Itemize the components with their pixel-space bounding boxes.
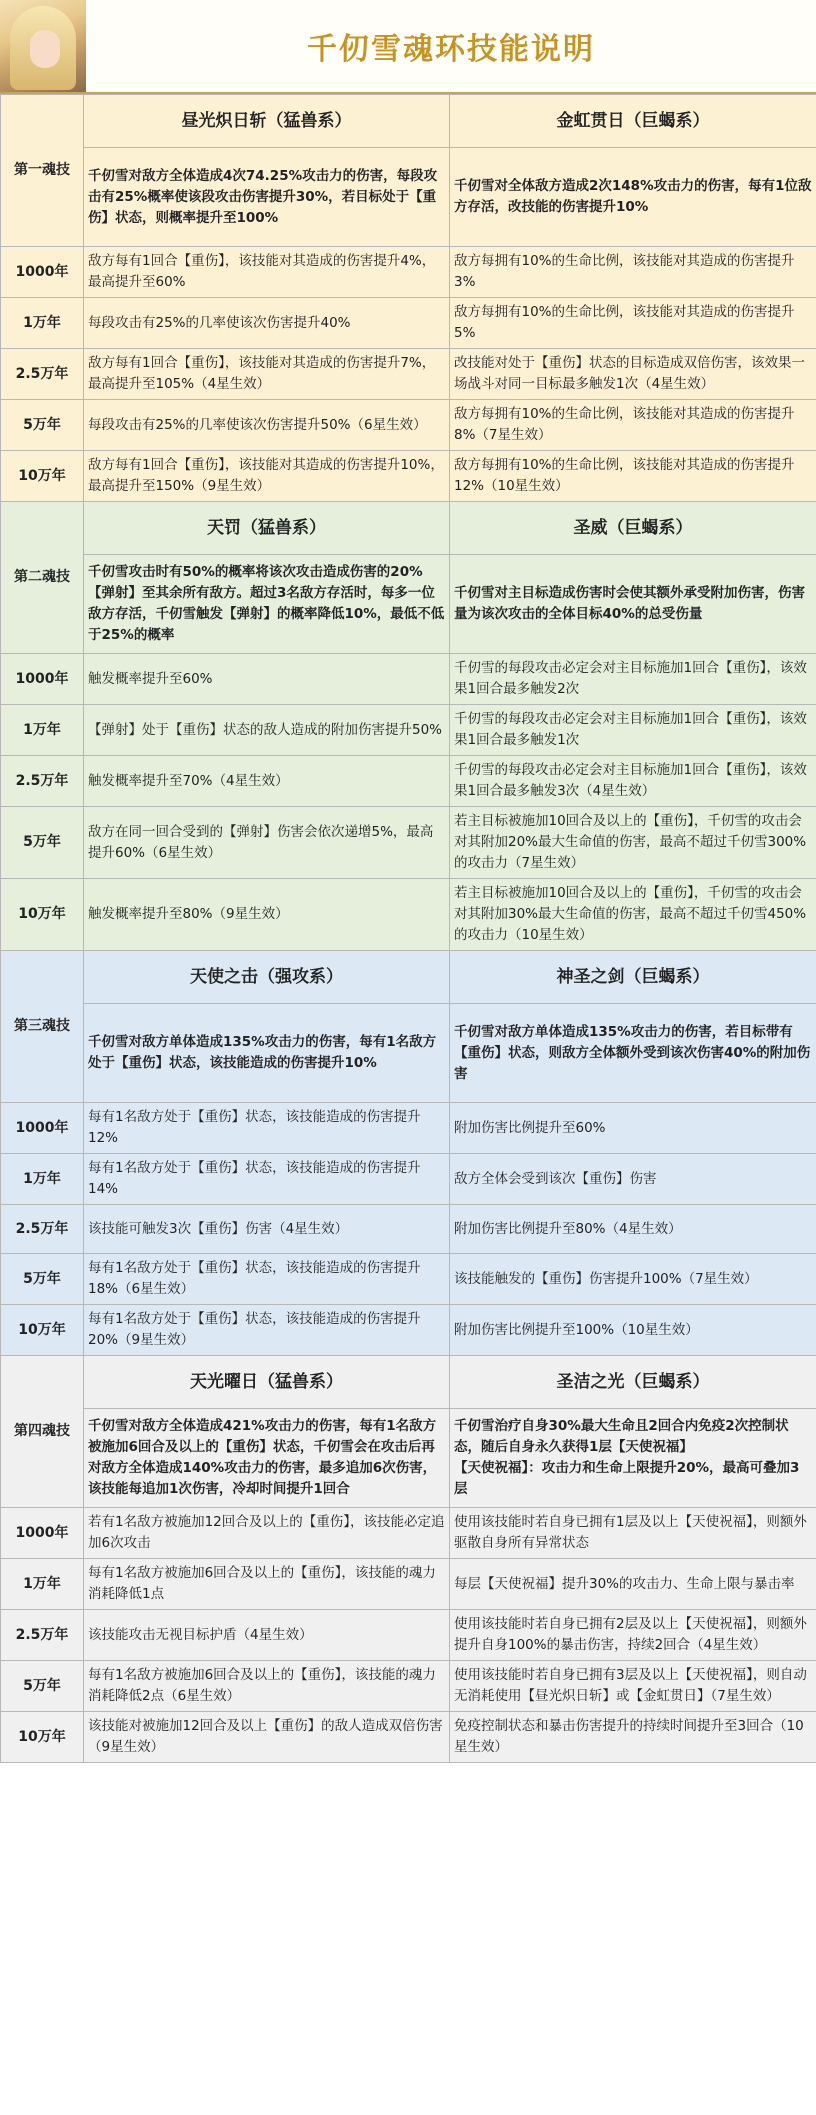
- table-row: [1, 879, 816, 951]
- ring-level: 5万年: [1, 807, 84, 879]
- left-upgrade-text: 敌方每有1回合【重伤】，该技能对其造成的伤害提升7%，最高提升至105%（4星生效）: [84, 349, 450, 400]
- left-upgrade-text: 每有1名敌方处于【重伤】状态，该技能造成的伤害提升20%（9星生效）: [84, 1305, 450, 1356]
- left-upgrade-text: 每有1名敌方被施加6回合及以上的【重伤】，该技能的魂力消耗降低2点（6星生效）: [84, 1661, 450, 1712]
- ring-level: 10万年: [1, 879, 84, 951]
- right-upgrade-text: 使用该技能时若自身已拥有3层及以上【天使祝福】，则自动无消耗使用【昼光炽日斩】或【金虹贯日】（7星生效）: [450, 1661, 816, 1712]
- ring-level: 2.5万年: [1, 1205, 84, 1254]
- left-skill-name: 天使之击（强攻系）: [84, 951, 450, 1004]
- left-upgrade-text: 敌方每有1回合【重伤】，该技能对其造成的伤害提升4%，最高提升至60%: [84, 247, 450, 298]
- ring-level: 10万年: [1, 451, 84, 502]
- left-upgrade-text: 每有1名敌方处于【重伤】状态，该技能造成的伤害提升14%: [84, 1154, 450, 1205]
- table-row: [1, 1305, 816, 1356]
- left-upgrade-text: 敌方每有1回合【重伤】，该技能对其造成的伤害提升10%，最高提升至150%（9星生效）: [84, 451, 450, 502]
- left-upgrade-text: 敌方在同一回合受到的【弹射】伤害会依次递增5%，最高提升60%（6星生效）: [84, 807, 450, 879]
- ring-level: 2.5万年: [1, 756, 84, 807]
- ring-level: 2.5万年: [1, 349, 84, 400]
- ring-level: 5万年: [1, 1661, 84, 1712]
- left-upgrade-text: 【弹射】处于【重伤】状态的敌人造成的附加伤害提升50%: [84, 705, 450, 756]
- right-upgrade-text: 附加伤害比例提升至100%（10星生效）: [450, 1305, 816, 1356]
- ring-level: 1万年: [1, 298, 84, 349]
- skill-description-row: [1, 1004, 816, 1103]
- table-row: [1, 705, 816, 756]
- ring-level: 10万年: [1, 1305, 84, 1356]
- left-skill-name: 天光曜日（猛兽系）: [84, 1356, 450, 1409]
- table-row: [1, 1254, 816, 1305]
- left-upgrade-text: 每有1名敌方被施加6回合及以上的【重伤】，该技能的魂力消耗降低1点: [84, 1559, 450, 1610]
- left-skill-description: 千仞雪攻击时有50%的概率将该次攻击造成伤害的20%【弹射】至其余所有敌方。超过3名敌方存活时，每多一位敌方存活，千仞雪触发【弹射】的概率降低10%，最低不低于25%的概率: [84, 555, 450, 654]
- right-skill-name: 金虹贯日（巨蝎系）: [450, 95, 816, 148]
- table-row: [1, 1559, 816, 1610]
- skill-name-row: [1, 951, 816, 1004]
- character-portrait: [0, 0, 86, 92]
- right-skill-description: 千仞雪对全体敌方造成2次148%攻击力的伤害，每有1位敌方存活，改技能的伤害提升10%: [450, 148, 816, 247]
- header: [0, 0, 816, 94]
- left-skill-name: 天罚（猛兽系）: [84, 502, 450, 555]
- right-skill-description: 千仞雪对敌方单体造成135%攻击力的伤害，若目标带有【重伤】状态，则敌方全体额外受到该次伤害40%的附加伤害: [450, 1004, 816, 1103]
- right-upgrade-text: 敌方全体会受到该次【重伤】伤害: [450, 1154, 816, 1205]
- table-row: [1, 654, 816, 705]
- left-upgrade-text: 每有1名敌方处于【重伤】状态，该技能造成的伤害提升18%（6星生效）: [84, 1254, 450, 1305]
- table-row: [1, 349, 816, 400]
- right-upgrade-text: 改技能对处于【重伤】状态的目标造成双倍伤害，该效果一场战斗对同一目标最多触发1次（4星生效）: [450, 349, 816, 400]
- table-row: [1, 1154, 816, 1205]
- left-upgrade-text: 触发概率提升至60%: [84, 654, 450, 705]
- section-label: 第二魂技: [1, 502, 84, 654]
- left-skill-name: 昼光炽日斩（猛兽系）: [84, 95, 450, 148]
- left-upgrade-text: 若有1名敌方被施加12回合及以上的【重伤】，该技能必定追加6次攻击: [84, 1508, 450, 1559]
- ring-level: 1000年: [1, 247, 84, 298]
- right-skill-name: 圣威（巨蝎系）: [450, 502, 816, 555]
- ring-level: 5万年: [1, 1254, 84, 1305]
- right-upgrade-text: 使用该技能时若自身已拥有2层及以上【天使祝福】，则额外提升自身100%的暴击伤害，持续2回合（4星生效）: [450, 1610, 816, 1661]
- section-label: 第四魂技: [1, 1356, 84, 1508]
- table-row: [1, 451, 816, 502]
- right-upgrade-text: 若主目标被施加10回合及以上的【重伤】，千仞雪的攻击会对其附加20%最大生命值的伤害，最高不超过千仞雪300%的攻击力（7星生效）: [450, 807, 816, 879]
- table-row: [1, 1661, 816, 1712]
- ring-level: 1万年: [1, 705, 84, 756]
- ring-level: 1万年: [1, 1154, 84, 1205]
- right-upgrade-text: 若主目标被施加10回合及以上的【重伤】，千仞雪的攻击会对其附加30%最大生命值的伤害，最高不超过千仞雪450%的攻击力（10星生效）: [450, 879, 816, 951]
- left-upgrade-text: 该技能对被施加12回合及以上【重伤】的敌人造成双倍伤害（9星生效）: [84, 1712, 450, 1763]
- skill-name-row: [1, 502, 816, 555]
- table-row: [1, 1610, 816, 1661]
- skill-description-row: [1, 555, 816, 654]
- left-upgrade-text: 触发概率提升至80%（9星生效）: [84, 879, 450, 951]
- page-title: 千仞雪魂环技能说明: [307, 32, 595, 67]
- ring-level: 1000年: [1, 654, 84, 705]
- ring-level: 1000年: [1, 1508, 84, 1559]
- left-skill-description: 千仞雪对敌方全体造成4次74.25%攻击力的伤害，每段攻击有25%概率使该段攻击伤害提升30%，若目标处于【重伤】状态，则概率提升至100%: [84, 148, 450, 247]
- left-upgrade-text: 触发概率提升至70%（4星生效）: [84, 756, 450, 807]
- table-row: [1, 807, 816, 879]
- portrait-face: [30, 30, 60, 68]
- ring-level: 5万年: [1, 400, 84, 451]
- left-upgrade-text: 每有1名敌方处于【重伤】状态，该技能造成的伤害提升12%: [84, 1103, 450, 1154]
- ring-level: 1000年: [1, 1103, 84, 1154]
- table-row: [1, 1205, 816, 1254]
- section-label: 第一魂技: [1, 95, 84, 247]
- right-skill-name: 神圣之剑（巨蝎系）: [450, 951, 816, 1004]
- right-upgrade-text: 该技能触发的【重伤】伤害提升100%（7星生效）: [450, 1254, 816, 1305]
- right-skill-description: 千仞雪治疗自身30%最大生命且2回合内免疫2次控制状态，随后自身永久获得1层【天使祝福】 【天使祝福】：攻击力和生命上限提升20%，最高可叠加3层: [450, 1409, 816, 1508]
- right-upgrade-text: 每层【天使祝福】提升30%的攻击力、生命上限与暴击率: [450, 1559, 816, 1610]
- right-upgrade-text: 使用该技能时若自身已拥有1层及以上【天使祝福】，则额外驱散自身所有异常状态: [450, 1508, 816, 1559]
- section-label: 第三魂技: [1, 951, 84, 1103]
- ring-level: 2.5万年: [1, 1610, 84, 1661]
- ring-level: 1万年: [1, 1559, 84, 1610]
- right-upgrade-text: 敌方每拥有10%的生命比例，该技能对其造成的伤害提升8%（7星生效）: [450, 400, 816, 451]
- ring-level: 10万年: [1, 1712, 84, 1763]
- table-row: [1, 298, 816, 349]
- right-upgrade-text: 附加伤害比例提升至80%（4星生效）: [450, 1205, 816, 1254]
- table-row: [1, 1712, 816, 1763]
- left-skill-description: 千仞雪对敌方全体造成421%攻击力的伤害，每有1名敌方被施加6回合及以上的【重伤】状态，千仞雪会在攻击后再对敌方全体造成140%攻击力的伤害，最多追加6次伤害，该技能每追加1次伤害，冷却时间提升1回合: [84, 1409, 450, 1508]
- table-row: [1, 1508, 816, 1559]
- left-upgrade-text: 该技能攻击无视目标护盾（4星生效）: [84, 1610, 450, 1661]
- skill-table: [0, 94, 816, 1763]
- right-upgrade-text: 敌方每拥有10%的生命比例，该技能对其造成的伤害提升3%: [450, 247, 816, 298]
- table-row: [1, 1103, 816, 1154]
- left-upgrade-text: 该技能可触发3次【重伤】伤害（4星生效）: [84, 1205, 450, 1254]
- right-upgrade-text: 千仞雪的每段攻击必定会对主目标施加1回合【重伤】，该效果1回合最多触发3次（4星生效）: [450, 756, 816, 807]
- left-upgrade-text: 每段攻击有25%的几率使该次伤害提升40%: [84, 298, 450, 349]
- skill-description-row: [1, 148, 816, 247]
- left-skill-description: 千仞雪对敌方单体造成135%攻击力的伤害，每有1名敌方处于【重伤】状态，该技能造成的伤害提升10%: [84, 1004, 450, 1103]
- table-row: [1, 247, 816, 298]
- skill-name-row: [1, 1356, 816, 1409]
- table-row: [1, 400, 816, 451]
- skill-name-row: [1, 95, 816, 148]
- right-upgrade-text: 免疫控制状态和暴击伤害提升的持续时间提升至3回合（10星生效）: [450, 1712, 816, 1763]
- left-upgrade-text: 每段攻击有25%的几率使该次伤害提升50%（6星生效）: [84, 400, 450, 451]
- right-skill-description: 千仞雪对主目标造成伤害时会使其额外承受附加伤害，伤害量为该次攻击的全体目标40%的总受伤量: [450, 555, 816, 654]
- table-row: [1, 756, 816, 807]
- skill-description-row: [1, 1409, 816, 1508]
- right-upgrade-text: 附加伤害比例提升至60%: [450, 1103, 816, 1154]
- right-upgrade-text: 千仞雪的每段攻击必定会对主目标施加1回合【重伤】，该效果1回合最多触发1次: [450, 705, 816, 756]
- right-upgrade-text: 敌方每拥有10%的生命比例，该技能对其造成的伤害提升5%: [450, 298, 816, 349]
- right-upgrade-text: 敌方每拥有10%的生命比例，该技能对其造成的伤害提升12%（10星生效）: [450, 451, 816, 502]
- right-upgrade-text: 千仞雪的每段攻击必定会对主目标施加1回合【重伤】，该效果1回合最多触发2次: [450, 654, 816, 705]
- right-skill-name: 圣洁之光（巨蝎系）: [450, 1356, 816, 1409]
